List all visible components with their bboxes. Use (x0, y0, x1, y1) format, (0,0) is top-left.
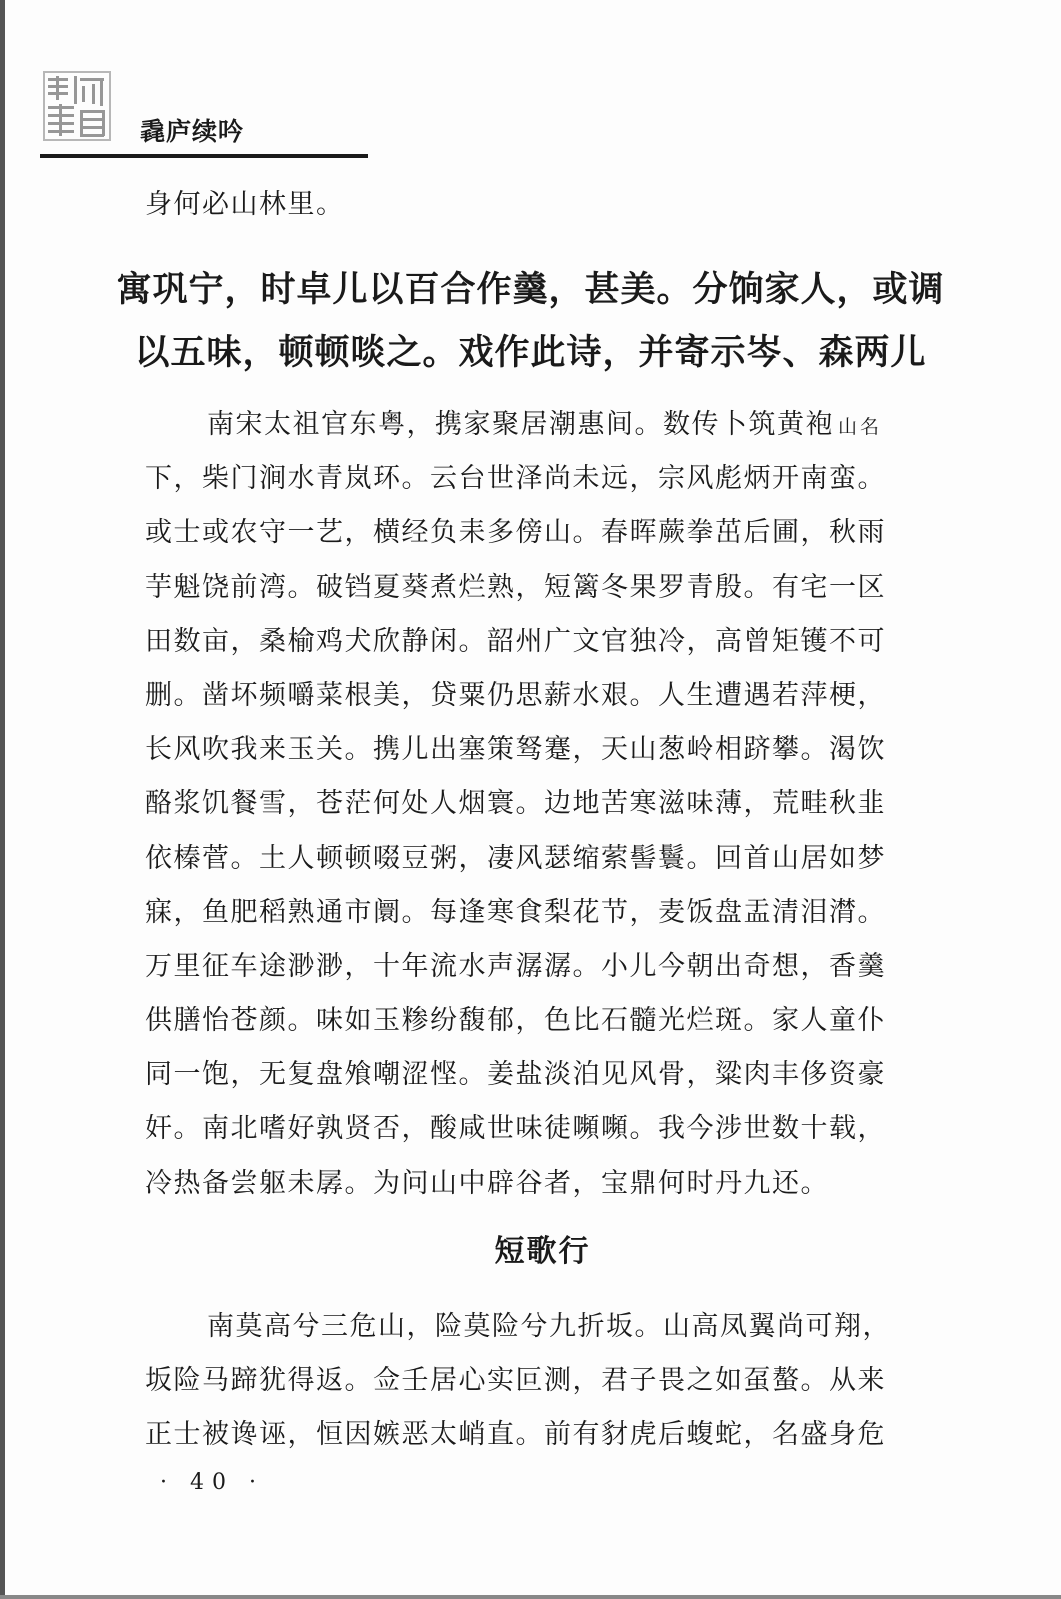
seal-stamp-icon (42, 70, 112, 142)
poem1-line (145, 1157, 960, 1211)
poem1-line (145, 398, 960, 452)
poem2-line-text: 南莫高兮三危山，险莫险兮九折坂。山高凤翼尚可翔， (207, 1311, 891, 1342)
poem2-line (145, 1300, 960, 1354)
annotation-note: 山名 (838, 416, 883, 438)
header-rule (40, 154, 368, 158)
continuation-line: 身何必山林里。 (145, 189, 345, 220)
page-edge-bottom (0, 1595, 1061, 1599)
poem1-line-text: 依榛菅。土人顿顿啜豆粥，凄风瑟缩萦髻鬟。回首山居如梦 (145, 842, 886, 874)
poem-title-line-1: 寓巩宁，时卓儿以百合作羹，甚美。分饷家人，或调 (116, 269, 945, 310)
poem1-line (145, 669, 960, 723)
poem1-line-text: 冷热备尝躯未孱。为问山中辟谷者，宝鼎何时丹九还。 (145, 1167, 829, 1199)
poem1-line-text: 酪浆饥餐雪，苍茫何处人烟寰。边地苦寒滋味薄，荒畦秋韭 (145, 788, 886, 820)
poem1-line-text: 长风吹我来玉关。携儿出塞策驽蹇，天山葱岭相跻攀。渴饮 (145, 734, 886, 766)
poem2-line-text: 坂险马蹄犹得返。佥壬居心实叵测，君子畏之如虿螯。从来 (145, 1365, 886, 1397)
page-number: · 40 · (160, 1470, 264, 1495)
poem1-line (145, 994, 960, 1048)
poem1-line (145, 452, 960, 506)
poem1-line-text: 奸。南北嗜好孰贤否，酸咸世味徒嚬嚬。我今涉世数十载， (145, 1113, 886, 1145)
poem1-line-text: 同一饱，无复盘飧嘲涩悭。姜盐淡泊见风骨，粱肉丰侈资豪 (145, 1059, 886, 1091)
poem1-line-text: 供膳怡苍颜。味如玉糁纷馥郁，色比石髓光烂斑。家人童仆 (145, 1005, 886, 1037)
poem-title-line-2: 以五味，顿顿啖之。戏作此诗，并寄示岑、森两儿 (134, 332, 927, 373)
poem1-line (145, 561, 960, 615)
poem1-line-text: 芋魁饶前湾。破铛夏葵煮烂熟，短篱冬果罗青殷。有宅一区 (145, 571, 886, 603)
poem1-line-text: 南宋太祖官东粤，携家聚居潮惠间。数传卜筑黄袍 (207, 409, 834, 440)
poem1-line (145, 1102, 960, 1156)
running-title: 毳庐续吟 (140, 117, 245, 146)
poem-body (145, 398, 960, 1211)
page-edge-left (0, 0, 5, 1599)
poem1-line (145, 723, 960, 777)
poem1-line-text: 或士或农守一艺，横经负耒多傍山。春晖蕨拳茁后圃，秋雨 (145, 517, 886, 549)
poem1-line (145, 886, 960, 940)
poem1-line-text: 田数亩，桑榆鸡犬欣静闲。韶州广文官独冷，高曾矩镬不可 (145, 625, 886, 657)
section-title: 短歌行 (494, 1234, 591, 1269)
poem1-line (145, 832, 960, 886)
poem1-line-text: 寐，鱼肥稻熟通市阛。每逢寒食梨花节，麦饭盘盂清泪潸。 (145, 896, 886, 928)
poem2-line (145, 1354, 960, 1408)
poem1-line-text: 删。凿坏频嚼菜根美，贷粟仍思薪水艰。人生遭遇若萍梗， (145, 679, 886, 711)
poem1-line (145, 615, 960, 669)
poem1-line-text: 万里征车途渺渺，十年流水声潺潺。小儿今朝出奇想，香羹 (145, 950, 886, 982)
poem2-line-text: 正士被谗诬，恒因嫉恶太峭直。前有豺虎后蝮蛇，名盛身危 (145, 1419, 886, 1451)
poem1-line (145, 940, 960, 994)
poem1-line (145, 1048, 960, 1102)
poem1-line-text: 下，柴门涧水青岚环。云台世泽尚未远，宗风彪炳开南蛮。 (145, 463, 886, 495)
poem-body-2 (145, 1300, 960, 1463)
poem1-line (145, 506, 960, 560)
poem2-line (145, 1408, 960, 1462)
poem1-line (145, 777, 960, 831)
